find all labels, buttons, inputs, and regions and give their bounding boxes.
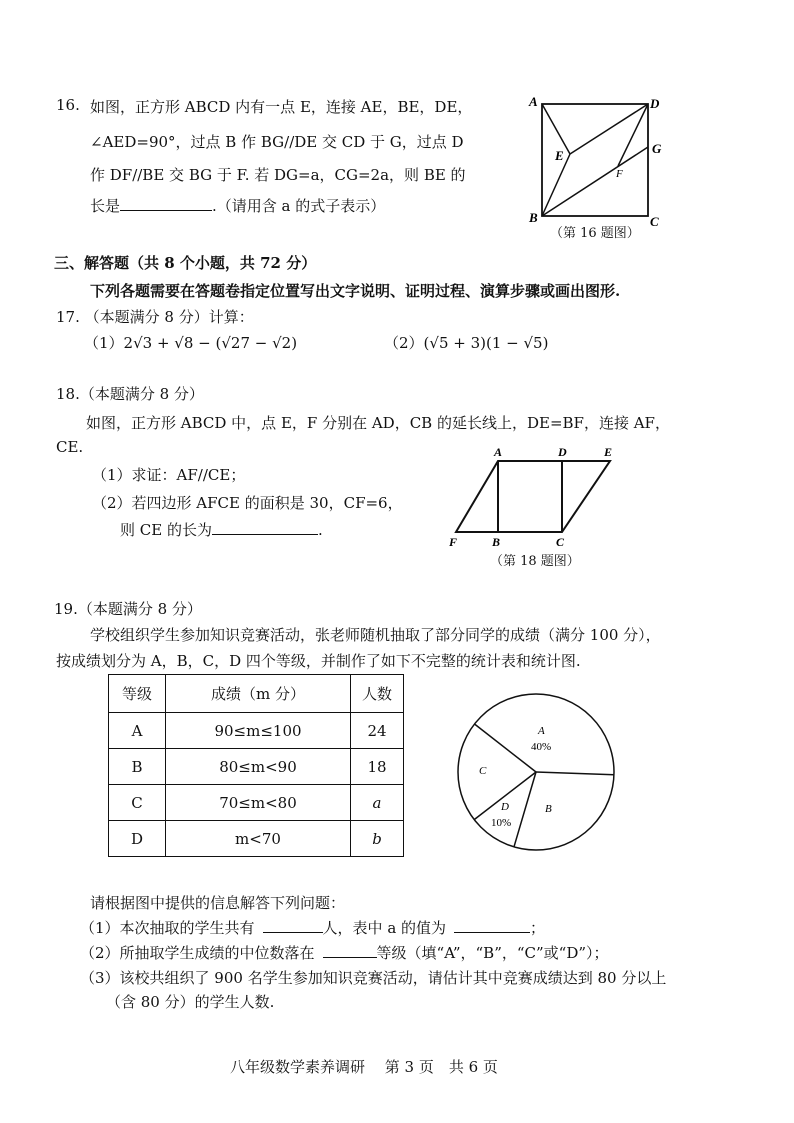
table-cell-grade: A [109, 713, 166, 749]
q19-sub2 [80, 942, 609, 963]
table-cell-score: 90≤m≤100 [166, 713, 351, 749]
q16-label-c: C [650, 214, 659, 229]
q18-label-d: D [558, 445, 567, 459]
q18-part2b-post: . [317, 521, 323, 539]
table-cell-grade: C [109, 785, 166, 821]
q16-line4-pre: 长是 [90, 197, 121, 215]
q16-label-d: D [650, 96, 660, 111]
q16-line-ae [542, 104, 570, 154]
q19-sub1-blank2[interactable] [454, 918, 530, 933]
q17-part2-label: （2） [384, 334, 424, 352]
q16-figure [520, 90, 670, 240]
q17-part1 [84, 332, 297, 353]
q18-label-a: A [494, 445, 503, 459]
q17-part2 [384, 332, 548, 353]
q18-figure [440, 440, 630, 552]
q19-sub1 [80, 917, 545, 938]
q19-sub1-b: 人，表中 a 的值为 [322, 919, 447, 937]
q16-label-a: A [529, 94, 538, 109]
q19-score-table [108, 674, 404, 857]
q19-sub3-line2: （含 80 分）的学生人数. [106, 993, 275, 1011]
q16-line3: 作 DF//BE 交 BG 于 F. 若 DG=a，CG=2a，则 BE 的 [90, 166, 466, 184]
table-cell-score: m<70 [166, 821, 351, 857]
q16-line4 [90, 195, 385, 216]
q17-part1-label: （1） [84, 334, 124, 352]
q16-number: 16. [56, 96, 80, 114]
q19-sub2-blank[interactable] [323, 943, 377, 958]
q19-sub1-blank1[interactable] [263, 918, 323, 933]
q19-sub1-c: ； [530, 919, 546, 937]
pie-pct-a: 40% [531, 741, 552, 753]
q19-prompt: 请根据图中提供的信息解答下列问题： [90, 894, 346, 912]
q18-label-b: B [492, 535, 501, 549]
table-row [109, 785, 404, 821]
q18-head: 18.（本题满分 8 分） [56, 385, 204, 403]
section3-title: 三、解答题（共 8 个小题，共 72 分） [54, 254, 317, 272]
table-header-cell: 人数 [351, 675, 404, 713]
q19-pie-chart [452, 688, 620, 856]
table-row [109, 713, 404, 749]
table-cell-grade: B [109, 749, 166, 785]
table-cell-count: b [351, 821, 404, 857]
q17-part2-expr: (√5 + 3)(1 − √5) [423, 334, 549, 352]
q19-line1: 学校组织学生参加知识竞赛活动，张老师随机抽取了部分同学的成绩（满分 100 分）， [90, 626, 661, 644]
q18-label-e: E [604, 445, 613, 459]
q18-part1: （1）求证：AF//CE； [92, 466, 246, 484]
q18-figure-caption: （第 18 题图） [490, 554, 580, 569]
q16-line4-post: .（请用含 a 的式子表示） [212, 197, 386, 215]
q19-line2: 按成绩划分为 A，B，C，D 四个等级，并制作了如下不完整的统计表和统计图. [56, 652, 581, 670]
q18-line2: CE. [56, 438, 84, 456]
q18-parallelogram [456, 461, 610, 532]
table-header-cell: 等级 [109, 675, 166, 713]
q18-part2-answer-line [120, 519, 323, 540]
q17-head: 17. （本题满分 8 分）计算： [56, 308, 254, 326]
q16-line1: 如图，正方形 ABCD 内有一点 E，连接 AE，BE，DE， [90, 98, 473, 116]
q18-label-c: C [556, 535, 565, 549]
q19-head: 19.（本题满分 8 分） [54, 600, 202, 618]
table-cell-score: 70≤m<80 [166, 785, 351, 821]
table-row [109, 749, 404, 785]
q19-sub2-a: （2）所抽取学生成绩的中位数落在 [80, 944, 315, 962]
q16-label-b: B [529, 210, 538, 225]
q18-part2b-pre: 则 CE 的长为 [120, 521, 212, 539]
table-cell-count: a [351, 785, 404, 821]
table-cell-grade: D [109, 821, 166, 857]
section3-instruction: 下列各题需要在答题卷指定位置写出文字说明、证明过程、演算步骤或画出图形. [90, 282, 621, 300]
q18-answer-blank[interactable] [212, 520, 318, 535]
pie-label-a: A [538, 725, 545, 737]
pie-label-c: C [479, 765, 487, 777]
q16-label-f: F [616, 168, 623, 180]
table-header-row [109, 675, 404, 713]
q18-part2: （2）若四边形 AFCE 的面积是 30，CF=6， [92, 494, 403, 512]
page-footer: 八年级数学素养调研 第 3 页 共 6 页 [230, 1058, 498, 1076]
q16-answer-blank[interactable] [120, 196, 212, 211]
q19-sub1-a: （1）本次抽取的学生共有 [80, 919, 255, 937]
q16-line2: ∠AED=90°，过点 B 作 BG//DE 交 CD 于 G，过点 D [90, 133, 464, 151]
table-cell-score: 80≤m<90 [166, 749, 351, 785]
q17-part1-expr: 2√3 + √8 − (√27 − √2) [123, 334, 298, 352]
q18-label-f: F [449, 535, 458, 549]
q18-line1: 如图，正方形 ABCD 中，点 E，F 分别在 AD，CB 的延长线上，DE=BF，连接 AF， [86, 414, 670, 432]
table-row [109, 821, 404, 857]
q19-sub2-b: 等级（填“A”，“B”，“C”或“D”）； [376, 944, 609, 962]
q16-label-g: G [652, 141, 662, 156]
pie-divider-bd [514, 772, 536, 847]
table-cell-count: 24 [351, 713, 404, 749]
q16-label-e: E [555, 148, 564, 163]
table-header-cell: 成绩（m 分） [166, 675, 351, 713]
q19-sub3-line1: （3）该校共组织了 900 名学生参加知识竞赛活动，请估计其中竞赛成绩达到 80 分以上 [80, 969, 667, 987]
pie-label-b: B [545, 803, 552, 815]
q16-figure-caption: （第 16 题图） [550, 226, 640, 241]
table-cell-count: 18 [351, 749, 404, 785]
pie-pct-d: 10% [491, 817, 512, 829]
pie-divider-ab [536, 772, 614, 775]
pie-label-d: D [501, 801, 509, 813]
